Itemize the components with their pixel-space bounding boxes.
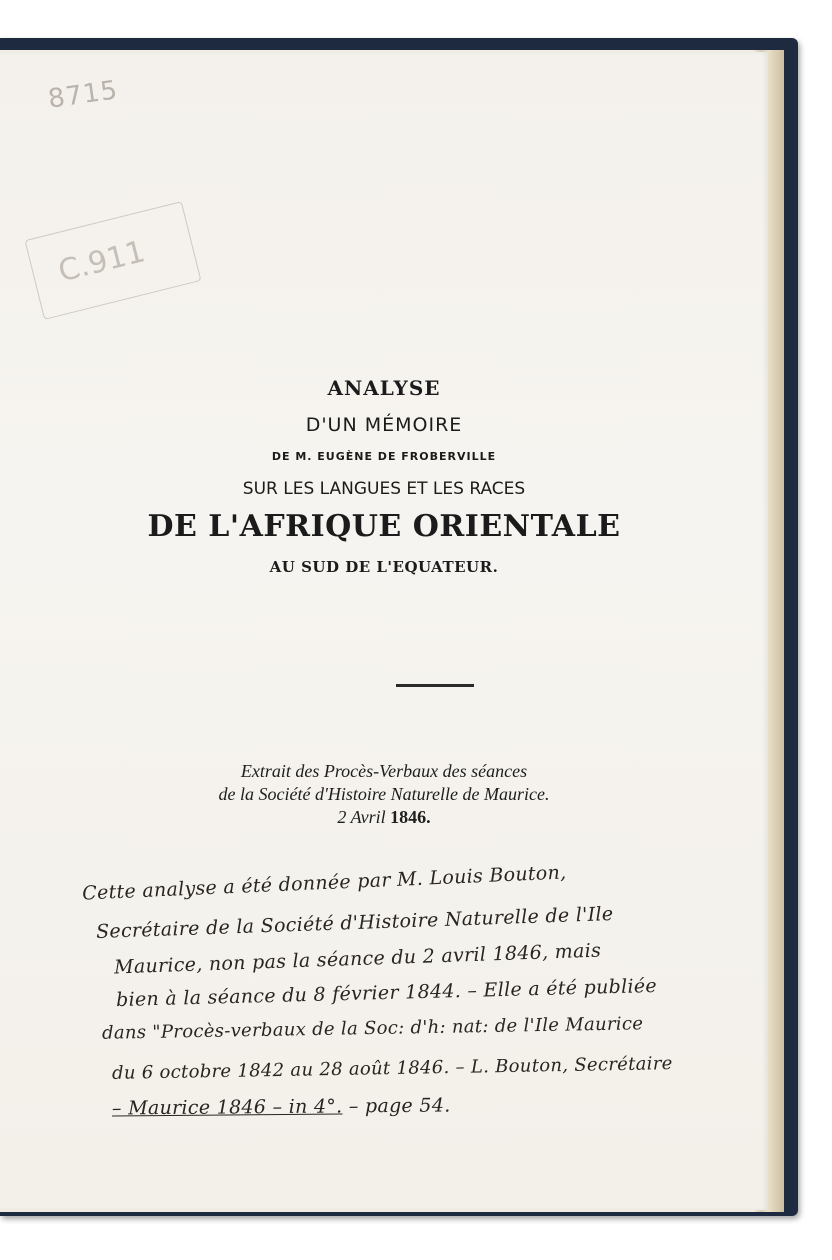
handwritten-line-4: bien à la séance du 8 février 1844. – Elle a été publiée xyxy=(115,974,658,1012)
extract-date-text: 2 Avril xyxy=(337,807,391,827)
handwritten-note xyxy=(0,52,768,1210)
title-main: DE L'AFRIQUE ORIENTALE xyxy=(147,509,621,544)
handwritten-line-2: Secrétaire de la Société d'Histoire Naturelle de l'Ile xyxy=(95,902,614,944)
handwritten-line-5: dans "Procès-verbaux de la Soc: d'h: nat: de l'Ile Maurice xyxy=(101,1013,644,1044)
title-subject: SUR LES LANGUES ET LES RACES xyxy=(242,479,526,499)
title-page xyxy=(0,52,768,1210)
title-author: DE M. EUGÈNE DE FROBERVILLE xyxy=(271,450,497,463)
extract-line-2: de la Société d'Histoire Naturelle de Maurice. xyxy=(218,784,550,804)
pencil-shelfmark: 8715 xyxy=(46,75,120,115)
title-region: AU SUD DE L'EQUATEUR. xyxy=(269,558,499,576)
title-analyse: ANALYSE xyxy=(327,376,441,400)
extract-year: 1846. xyxy=(390,807,431,827)
handwritten-line-6: du 6 octobre 1842 au 28 août 1846. – L. Bouton, Secrétaire xyxy=(111,1053,673,1084)
handwritten-line-1: Cette analyse a été donnée par M. Louis Bouton, xyxy=(81,861,567,905)
handwritten-line-7-citation: – Maurice 1846 – in 4°. xyxy=(111,1095,343,1120)
handwritten-line-7 xyxy=(112,1095,451,1120)
handwritten-line-3: Maurice, non pas la séance du 2 avril 1846, mais xyxy=(113,939,602,979)
title-memoire: D'UN MÉMOIRE xyxy=(305,414,463,436)
handwritten-line-7-page: – page 54. xyxy=(342,1094,451,1118)
stamp-text: C.911 xyxy=(54,234,149,290)
extract-line-1: Extrait des Procès-Verbaux des séances xyxy=(240,761,528,781)
